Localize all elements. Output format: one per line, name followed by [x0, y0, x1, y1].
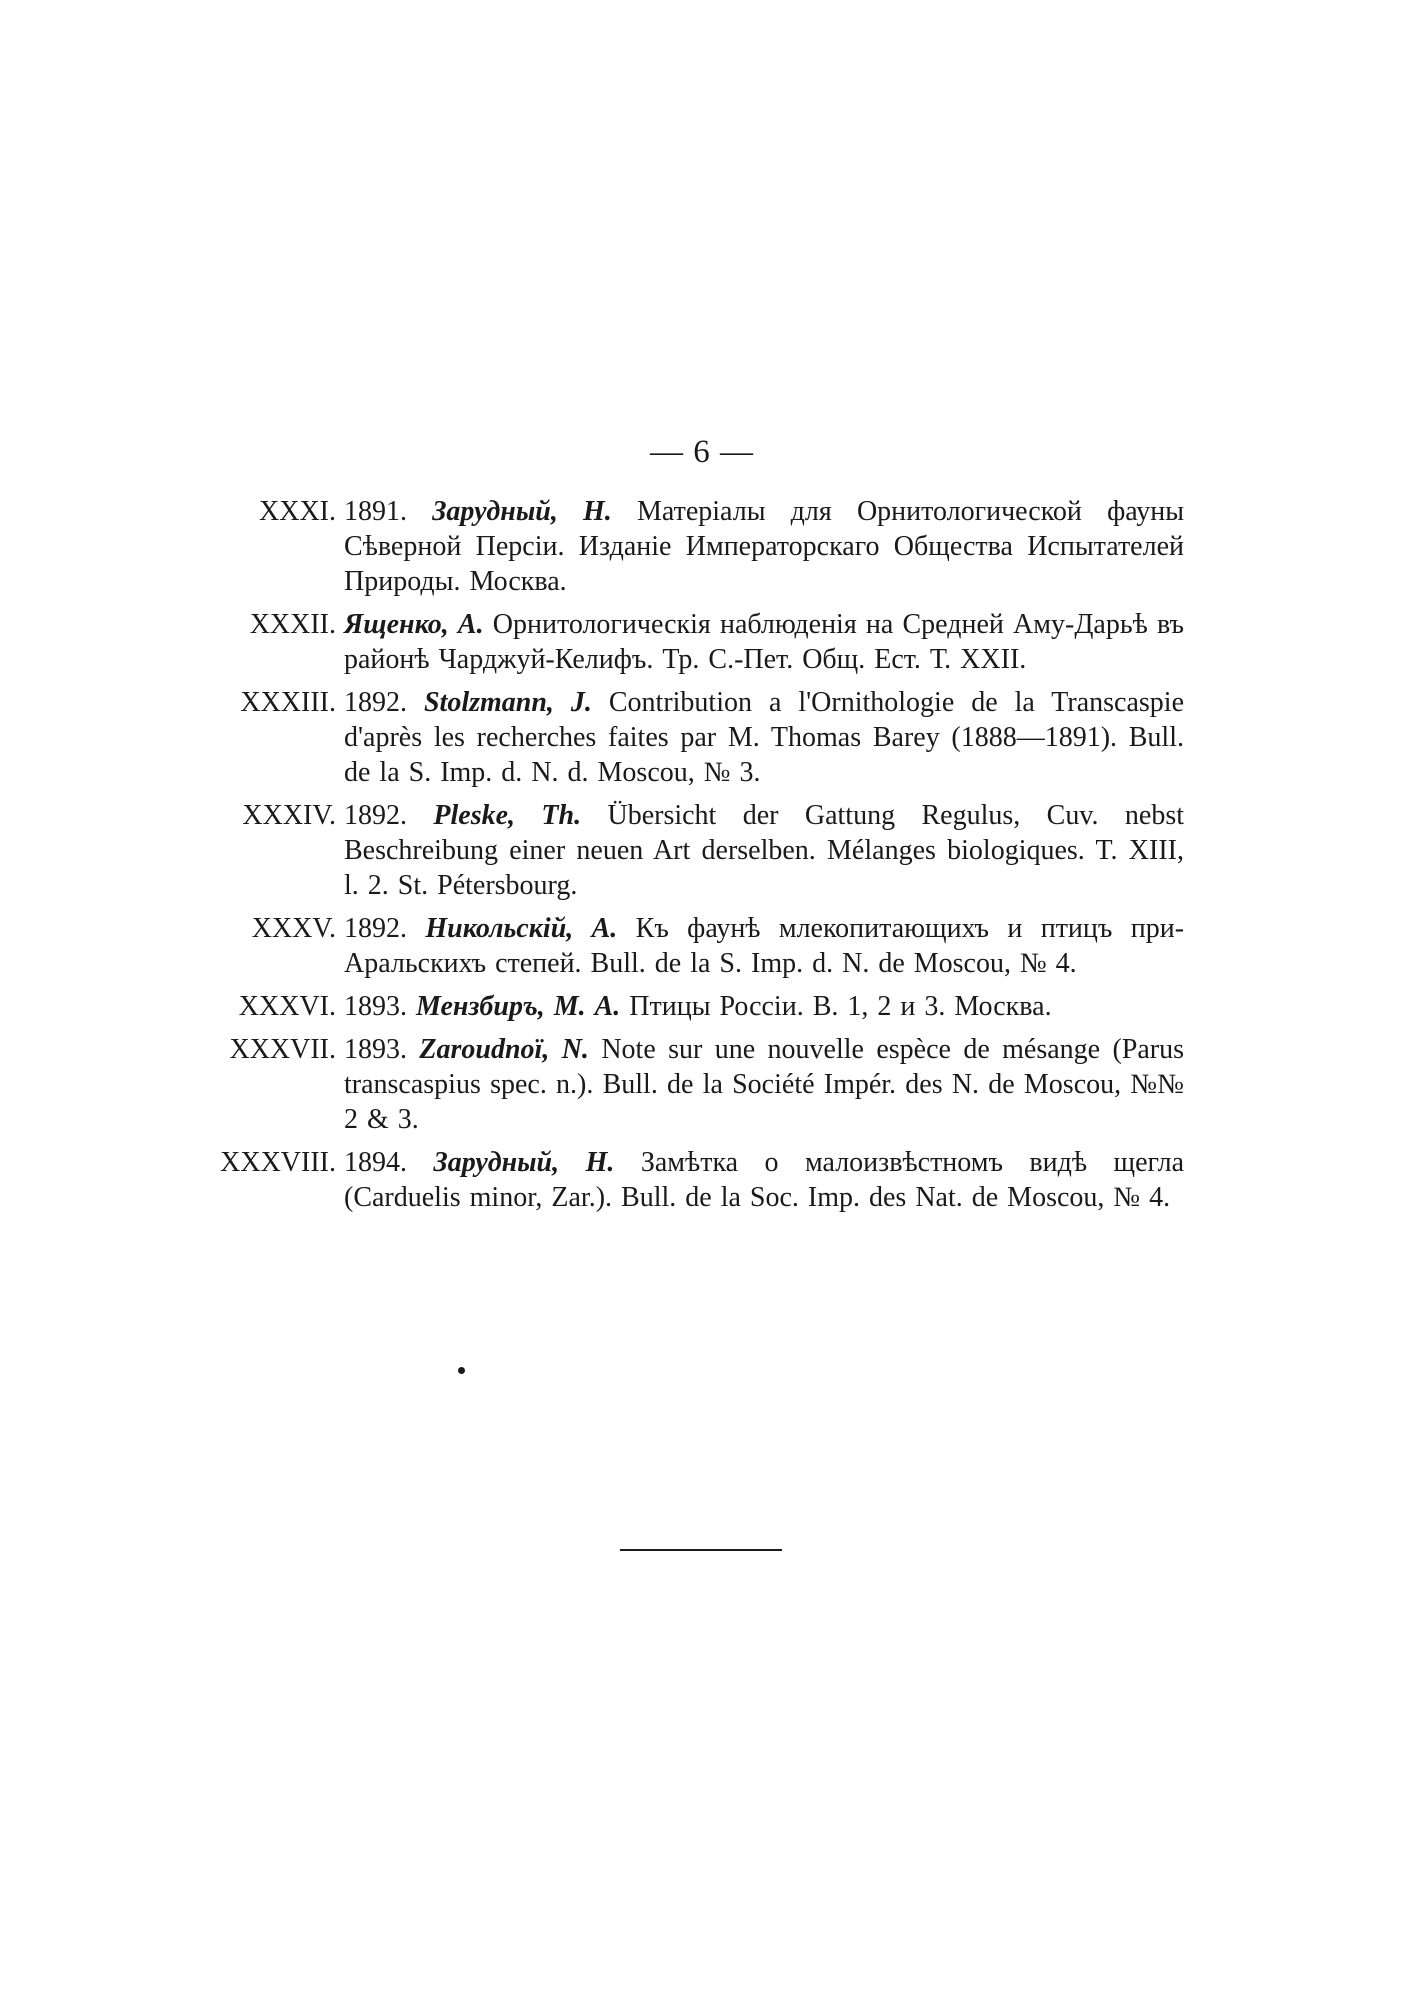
entry-title: Übersicht der Gattung Regulus, Cuv. nebst Beschreibung einer neuen Art derselben. Mélanges biologiques. T. XIII, l. 2. St. Pétersbourg. — [344, 800, 1184, 901]
entry-author: Zaroudnoï, N. — [419, 1034, 589, 1065]
entry-author: Stolzmann, J. — [423, 687, 592, 718]
entry-numeral: XXXV. — [251, 913, 336, 944]
entry-title: Contribution a l'Ornithologie de la Transcaspie d'après les recherches faites par M. Thomas Barey (1888—1891). Bull. de la S. Imp. d. N. d. Moscou, № 3. — [344, 687, 1184, 788]
bibliography-entry-35 — [204, 911, 1184, 981]
entry-title: Матеріалы для Орнитологической фауны Сѣверной Персіи. Изданіе Императорскаго Общества Испытателей Природы. Москва. — [344, 496, 1185, 597]
bibliography-entry-32 — [204, 607, 1184, 677]
entry-year: 1893. — [344, 991, 407, 1022]
entry-text — [344, 685, 1184, 790]
entry-text — [344, 494, 1184, 599]
entry-numeral: XXXVIII. — [220, 1147, 336, 1178]
bibliography-entry-37 — [204, 1032, 1184, 1137]
bibliography-entry-38 — [204, 1145, 1184, 1215]
page-number: — 6 — — [650, 434, 754, 470]
end-rule-divider — [620, 1549, 782, 1551]
bibliography-entry-33 — [204, 685, 1184, 790]
entry-numeral: XXXI. — [259, 496, 336, 527]
entry-numeral: XXXIV. — [242, 800, 336, 831]
decorative-dot — [458, 1367, 465, 1374]
bibliography-list — [204, 494, 1184, 1223]
bibliography-entry-36 — [204, 989, 1184, 1024]
bibliography-entry-31 — [204, 494, 1184, 599]
entry-numeral: XXXVII. — [229, 1034, 336, 1065]
entry-year: 1893. — [344, 1034, 407, 1065]
entry-year: 1892. — [344, 913, 407, 944]
entry-numeral: XXXII. — [249, 609, 336, 640]
entry-author: Pleske, Th. — [433, 800, 582, 831]
entry-title: Note sur une nouvelle espèce de mésange (Parus transcaspius spec. n.). Bull. de la Société Impér. des N. de Moscou, №№ 2 & 3. — [344, 1034, 1185, 1135]
entry-title: Къ фаунѣ млекопитающихъ и птицъ при-Аральскихъ степей. Bull. de la S. Imp. d. N. de Moscou, № 4. — [344, 913, 1185, 979]
entry-author: Никольскій, А. — [425, 913, 618, 944]
entry-text — [344, 798, 1184, 903]
entry-year: 1894. — [344, 1147, 407, 1178]
entry-text — [344, 989, 1184, 1024]
entry-title: Замѣтка о малоизвѣстномъ видѣ щегла (Carduelis minor, Zar.). Bull. de la Soc. Imp. des Nat. de Moscou, № 4. — [344, 1147, 1184, 1213]
bibliography-entry-34 — [204, 798, 1184, 903]
entry-year: 1892. — [344, 687, 407, 718]
entry-numeral: XXXIII. — [240, 687, 336, 718]
entry-text — [344, 607, 1184, 677]
entry-numeral: XXXVI. — [238, 991, 336, 1022]
entry-title: Орнитологическія наблюденія на Средней Аму-Дарьѣ въ районѣ Чарджуй-Келифъ. Тр. С.-Пет. Общ. Ест. Т. XXII. — [344, 609, 1185, 675]
entry-text — [344, 1145, 1184, 1215]
entry-title: Птицы Россіи. В. 1, 2 и 3. Москва. — [629, 991, 1052, 1022]
entry-author: Зарудный, Н. — [432, 496, 612, 527]
entry-author: Мензбиръ, М. А. — [416, 991, 621, 1022]
entry-author: Ященко, А. — [344, 609, 484, 640]
entry-year: 1892. — [344, 800, 407, 831]
entry-author: Зарудный, Н. — [433, 1147, 615, 1178]
entry-year: 1891. — [344, 496, 407, 527]
entry-text — [344, 1032, 1184, 1137]
entry-text — [344, 911, 1184, 981]
